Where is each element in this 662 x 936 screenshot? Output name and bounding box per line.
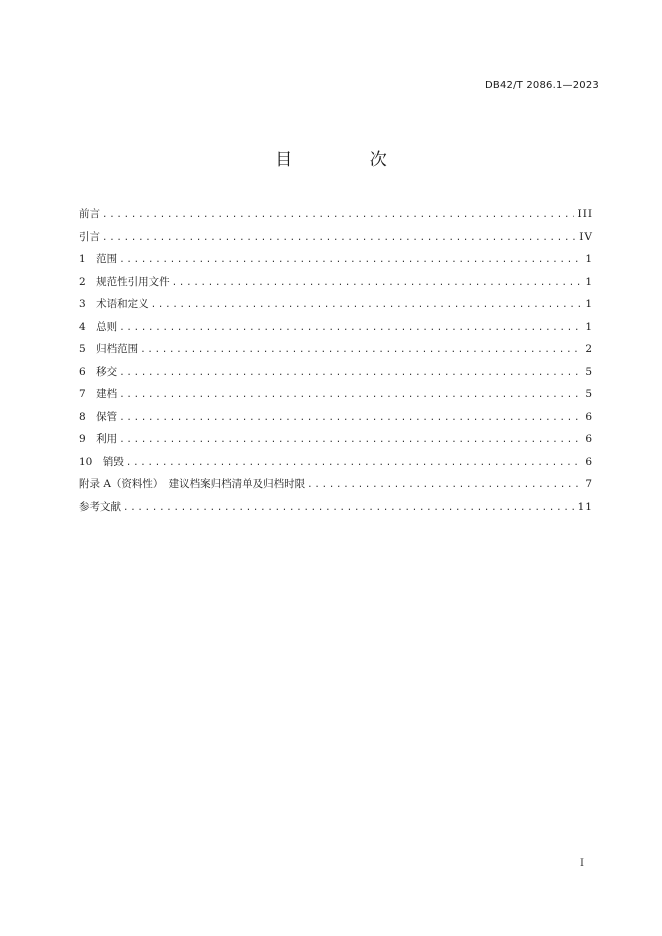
toc-dot-leader — [172, 272, 582, 295]
toc-entry-label: 8 保管 — [79, 410, 118, 423]
toc-dot-leader — [123, 497, 574, 520]
toc-entry-page: 6 — [585, 433, 593, 445]
toc-dot-leader — [119, 317, 581, 340]
toc-entry-scope[interactable] — [79, 248, 593, 271]
toc-entry-page: 11 — [577, 500, 593, 513]
table-of-contents — [79, 203, 593, 518]
toc-entry-page: 1 — [585, 275, 593, 288]
toc-entry-label: 前言 — [79, 208, 100, 220]
toc-dot-leader — [119, 362, 581, 385]
page-number: I — [580, 858, 584, 869]
toc-entry-introduction[interactable] — [79, 226, 593, 249]
toc-dot-leader — [126, 452, 581, 475]
toc-entry-page: 1 — [585, 298, 593, 310]
toc-entry-destruction[interactable] — [79, 451, 593, 474]
toc-entry-transfer[interactable] — [79, 361, 593, 384]
toc-entry-page: 1 — [585, 253, 593, 265]
toc-dot-leader — [140, 339, 581, 362]
toc-entry-label: 5 归档范围 — [79, 343, 139, 355]
toc-entry-page: 7 — [585, 478, 593, 490]
toc-entry-label: 引言 — [79, 230, 100, 243]
toc-entry-bibliography[interactable] — [79, 496, 593, 519]
toc-entry-normative-references[interactable] — [79, 271, 593, 294]
page-title: 目 次 — [275, 150, 423, 170]
toc-entry-label: 10 销毁 — [79, 455, 124, 468]
toc-entry-page: III — [577, 208, 593, 220]
toc-entry-appendix-a[interactable] — [79, 473, 593, 496]
toc-dot-leader — [102, 204, 574, 227]
toc-entry-terms-definitions[interactable] — [79, 293, 593, 316]
toc-entry-label: 9 利用 — [79, 433, 118, 445]
toc-entry-page: 6 — [585, 455, 593, 468]
toc-entry-label: 7 建档 — [79, 388, 118, 400]
toc-entry-label: 2 规范性引用文件 — [79, 275, 170, 288]
toc-entry-custody[interactable] — [79, 406, 593, 429]
toc-dot-leader — [307, 474, 581, 497]
toc-entry-label: 3 术语和定义 — [79, 298, 149, 310]
toc-entry-page: 2 — [585, 343, 593, 355]
toc-dot-leader — [102, 227, 575, 250]
toc-entry-archiving-scope[interactable] — [79, 338, 593, 361]
toc-entry-label: 1 范围 — [79, 253, 118, 265]
toc-entry-page: 6 — [585, 410, 593, 423]
toc-dot-leader — [119, 429, 581, 452]
toc-entry-page: 5 — [585, 388, 593, 400]
toc-entry-label: 6 移交 — [79, 365, 118, 378]
document-code-header: DB42/T 2086.1—2023 — [485, 80, 599, 91]
toc-entry-foreword[interactable] — [79, 203, 593, 226]
toc-entry-label: 参考文献 — [79, 500, 121, 513]
toc-dot-leader — [119, 384, 581, 407]
toc-entry-utilization[interactable] — [79, 428, 593, 451]
toc-entry-label: 4 总则 — [79, 320, 118, 333]
toc-dot-leader — [151, 294, 582, 317]
toc-entry-page: IV — [579, 230, 593, 243]
toc-dot-leader — [119, 249, 581, 272]
toc-entry-page: 1 — [585, 320, 593, 333]
toc-entry-filing[interactable] — [79, 383, 593, 406]
toc-entry-general[interactable] — [79, 316, 593, 339]
toc-entry-label: 附录 A（资料性） 建议档案归档清单及归档时限 — [79, 478, 306, 490]
toc-dot-leader — [119, 407, 581, 430]
toc-entry-page: 5 — [585, 365, 593, 378]
